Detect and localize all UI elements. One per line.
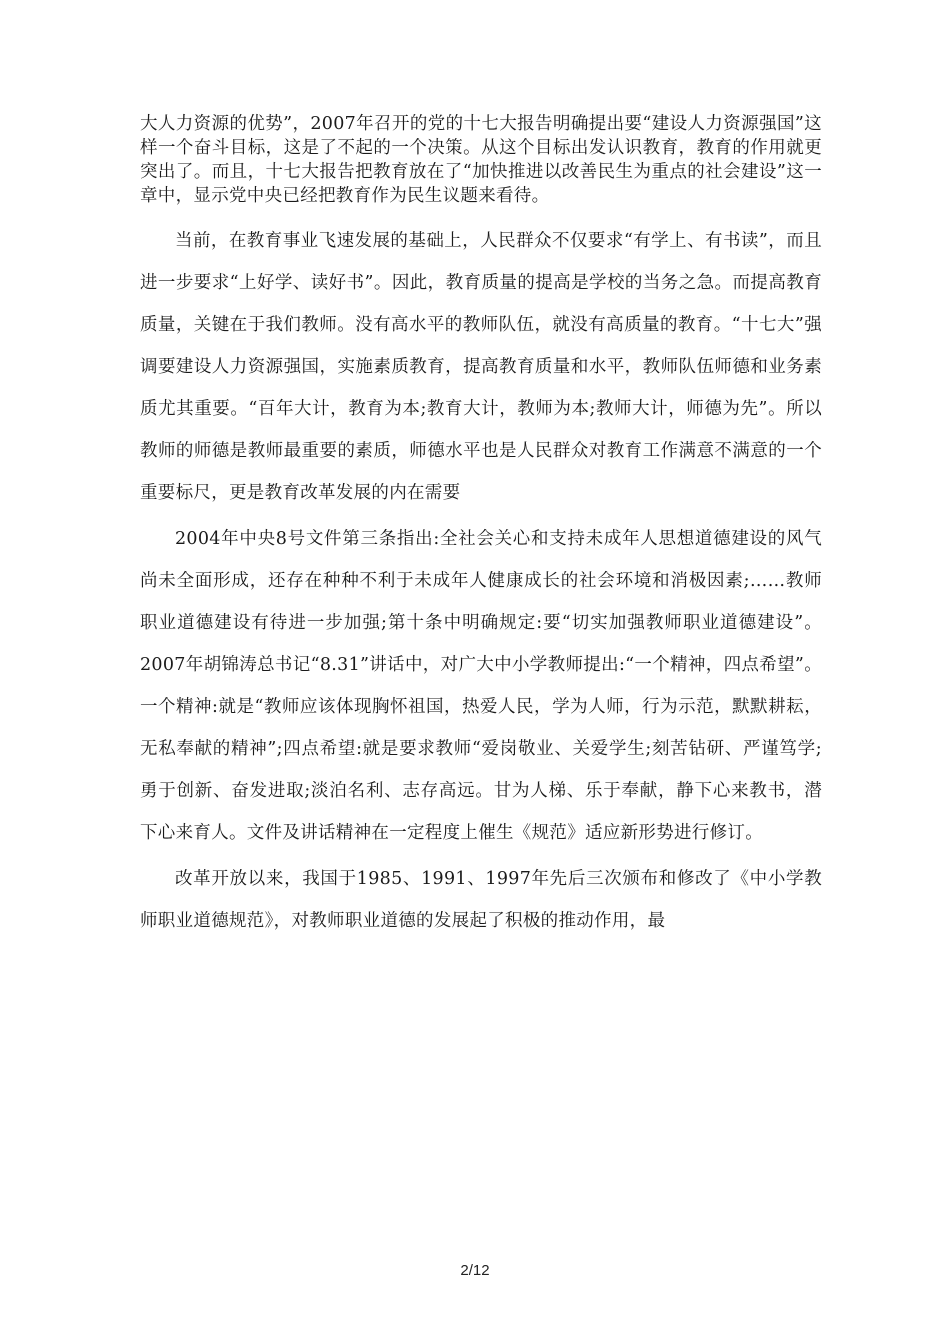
- paragraph-3: 2004年中央8号文件第三条指出:全社会关心和支持未成年人思想道德建设的风气尚未全面形成，还存在种种不利于未成年人健康成长的社会环境和消极因素;……教师职业道德建设有待进一步加强;第十条中明确规定:要“切实加强教师职业道德建设”。2007年胡锦涛总书记“8.31”讲话中，对广大中小学教师提出:“一个精神，四点希望”。一个精神:就是“教师应该体现胸怀祖国，热爱人民，学为人师，行为示范，默默耕耘，无私奉献的精神”;四点希望:就是要求教师“爱岗敬业、关爱学生;刻苦钻研、严谨笃学;勇于创新、奋发进取;淡泊名利、志存高远。甘为人梯、乐于奉献，静下心来教书，潜下心来育人。文件及讲话精神在一定程度上催生《规范》适应新形势进行修订。: [140, 529, 822, 843]
- paragraph-4: 改革开放以来，我国于1985、1991、1997年先后三次颁布和修改了《中小学教师职业道德规范》，对教师职业道德的发展起了积极的推动作用，最: [140, 869, 822, 931]
- page-number: 2/12: [460, 1262, 490, 1279]
- document-body: [140, 112, 822, 942]
- paragraph-2: 当前，在教育事业飞速发展的基础上，人民群众不仅要求“有学上、有书读”，而且进一步要求“上好学、读好书”。因此，教育质量的提高是学校的当务之急。而提高教育质量，关键在于我们教师。没有高水平的教师队伍，就没有高质量的教育。“十七大”强调要建设人力资源强国，实施素质教育，提高教育质量和水平，教师队伍师德和业务素质尤其重要。“百年大计，教育为本;教育大计，教师为本;教师大计，师德为先”。所以教师的师德是教师最重要的素质，师德水平也是人民群众对教育工作满意不满意的一个重要标尺，更是教育改革发展的内在需要: [140, 231, 822, 503]
- paragraph-1: 大人力资源的优势”，2007年召开的党的十七大报告明确提出要“建设人力资源强国”这样一个奋斗目标，这是了不起的一个决策。从这个目标出发认识教育，教育的作用就更突出了。而且，十七大报告把教育放在了“加快推进以改善民生为重点的社会建设”这一章中，显示党中央已经把教育作为民生议题来看待。: [140, 114, 822, 206]
